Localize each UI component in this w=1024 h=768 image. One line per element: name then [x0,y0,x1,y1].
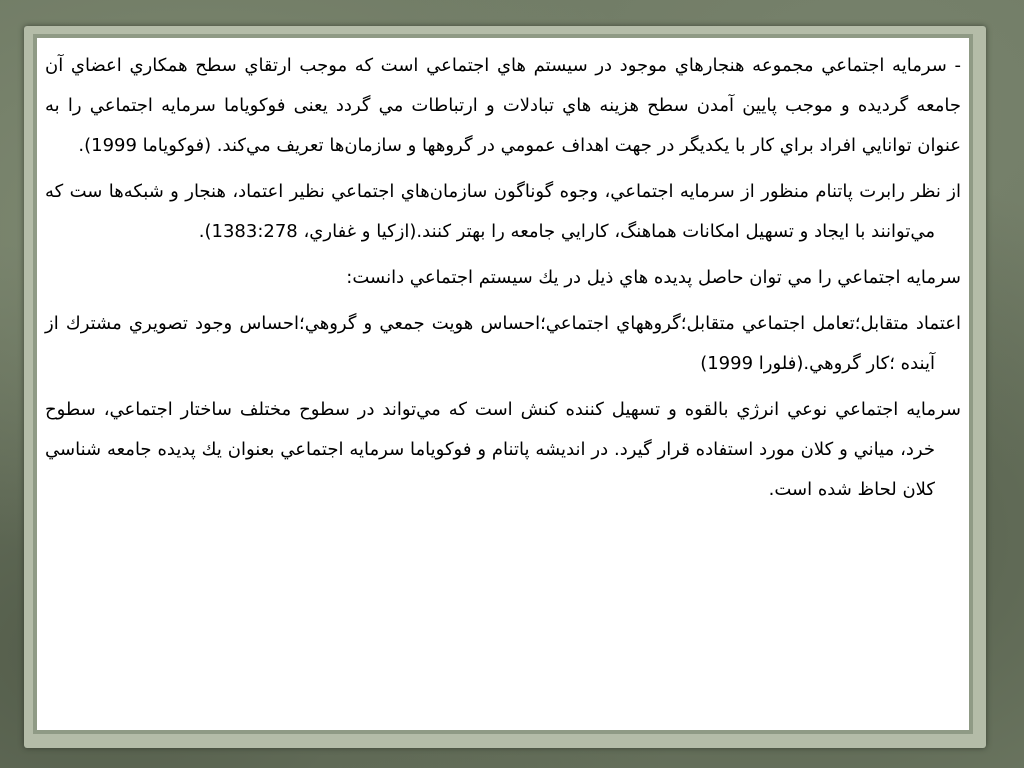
paragraph-potential-energy: سرمايه اجتماعي نوعي انرژي بالقوه و تسهيل كننده كنش است كه مي‌تواند در سطوح مختلف ساختار اجتماعي، سطوح خرد، مياني و كلان مورد استفاده قرار گيرد. در انديشه پاتنام و فوكوياما سرمايه اجتماعي بعنوان يك پديده جامعه شناسي كلان لحاظ شده است. [45,399,961,500]
slide-body [45,46,961,516]
paragraph-phenomena-intro: سرمايه اجتماعي را مي توان حاصل پديده هاي ذيل در يك سيستم اجتماعي دانست: [346,267,961,288]
paragraph-definition: - سرمايه اجتماعي مجموعه هنجارهاي موجود در سيستم هاي اجتماعي است که موجب ارتقاي سطح همکاري اعضاي آن جامعه گرديده و موجب پايين آمدن سطح هزينه هاي تبادلات و ارتباطات مي گردد یعنی فوکویاما سرمايه اجتماعي را به عنوان توانايي افراد براي كار با يكديگر در جهت اهداف عمومي در گروهها و سازمان‌ها تعريف مي‌كند. (فوکویاما 1999). [45,55,961,156]
paragraph-phenomena-list: اعتماد متقابل؛تعامل اجتماعي متقابل؛گروههاي اجتماعي؛احساس هويت جمعي و گروهي؛احساس وجود تصويري مشترك از آينده ؛كار گروهي.(فلورا 1999) [45,313,961,374]
paragraph-putnam: از نظر رابرت پاتنام منظور از سرمايه اجتماعي، وجوه گوناگون سازمان‌هاي اجتماعي نظير اعتماد، هنجار و شبكه‌ها ست كه مي‌توانند با ايجاد و تسهيل امكانات هماهنگ، كارايي جامعه را بهتر كنند.(ازكيا و غفاري، 1383:278). [45,181,961,242]
slide-frame [33,34,973,734]
